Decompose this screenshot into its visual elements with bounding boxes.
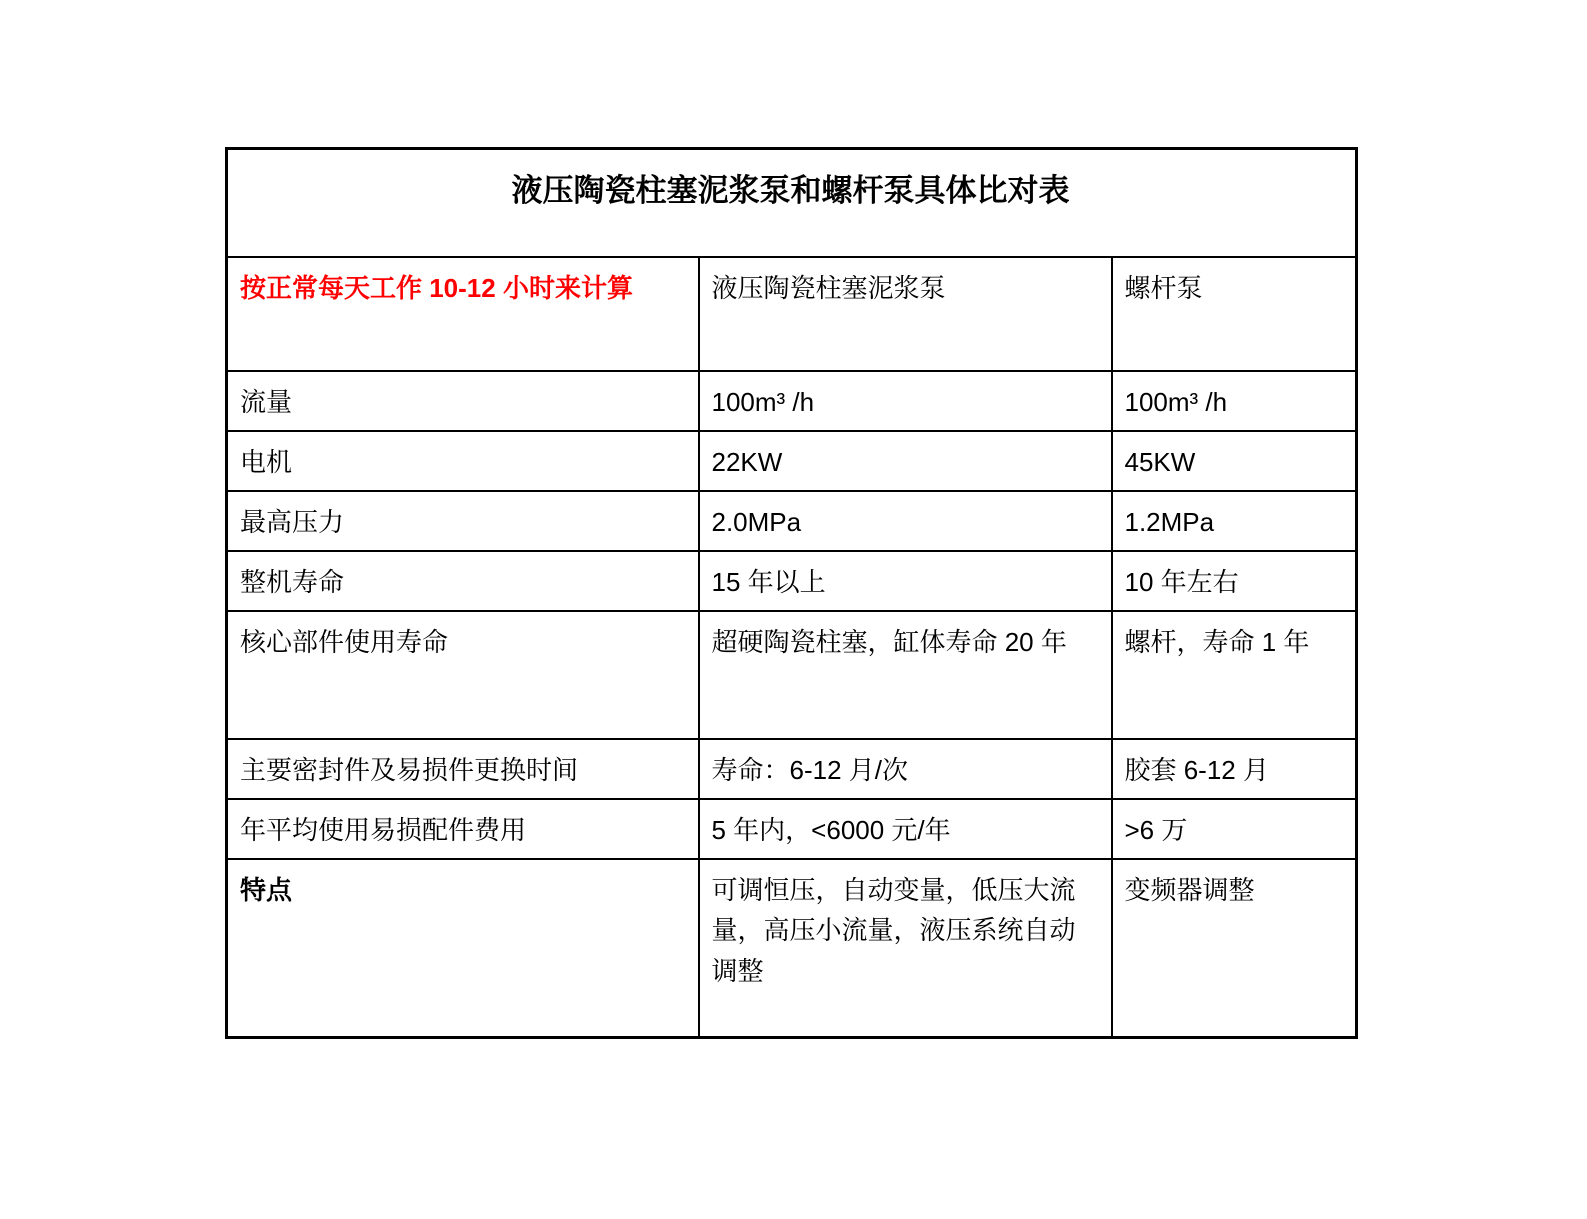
table-title: 液压陶瓷柱塞泥浆泵和螺杆泵具体比对表 — [227, 149, 1357, 258]
table-row-flow — [227, 371, 1357, 431]
row-pump1-value: 可调恒压，自动变量，低压大流量，高压小流量，液压系统自动调整 — [699, 859, 1112, 1038]
table-row-core-parts-life — [227, 611, 1357, 739]
row-label: 整机寿命 — [227, 551, 699, 611]
row-label: 最高压力 — [227, 491, 699, 551]
row-label: 流量 — [227, 371, 699, 431]
row-pump1-value: 2.0MPa — [699, 491, 1112, 551]
table-title-row — [227, 149, 1357, 258]
row-pump2-value: 1.2MPa — [1112, 491, 1357, 551]
row-pump1-value: 22KW — [699, 431, 1112, 491]
row-pump1-value: 超硬陶瓷柱塞，缸体寿命 20 年 — [699, 611, 1112, 739]
table-row-seal-replacement — [227, 739, 1357, 799]
row-pump2-value: 45KW — [1112, 431, 1357, 491]
row-pump1-value: 15 年以上 — [699, 551, 1112, 611]
row-pump1-value: 5 年内，<6000 元/年 — [699, 799, 1112, 859]
row-label: 电机 — [227, 431, 699, 491]
row-pump1-value: 100m³ /h — [699, 371, 1112, 431]
row-pump2-value: 变频器调整 — [1112, 859, 1357, 1038]
table-row-machine-life — [227, 551, 1357, 611]
table-row-max-pressure — [227, 491, 1357, 551]
row-pump2-value: 螺杆，寿命 1 年 — [1112, 611, 1357, 739]
row-pump2-value: 100m³ /h — [1112, 371, 1357, 431]
comparison-table — [225, 147, 1358, 1039]
row-label: 年平均使用易损配件费用 — [227, 799, 699, 859]
header-pump2-cell: 螺杆泵 — [1112, 257, 1357, 371]
row-pump2-value: >6 万 — [1112, 799, 1357, 859]
row-label: 主要密封件及易损件更换时间 — [227, 739, 699, 799]
table-header-row — [227, 257, 1357, 371]
table-row-features — [227, 859, 1357, 1038]
header-pump1-cell: 液压陶瓷柱塞泥浆泵 — [699, 257, 1112, 371]
row-label: 核心部件使用寿命 — [227, 611, 699, 739]
table-row-annual-parts-cost — [227, 799, 1357, 859]
row-pump2-value: 10 年左右 — [1112, 551, 1357, 611]
row-label: 特点 — [227, 859, 699, 1038]
row-pump1-value: 寿命：6-12 月/次 — [699, 739, 1112, 799]
header-criteria-cell: 按正常每天工作 10-12 小时来计算 — [227, 257, 699, 371]
row-pump2-value: 胶套 6-12 月 — [1112, 739, 1357, 799]
table-row-motor — [227, 431, 1357, 491]
